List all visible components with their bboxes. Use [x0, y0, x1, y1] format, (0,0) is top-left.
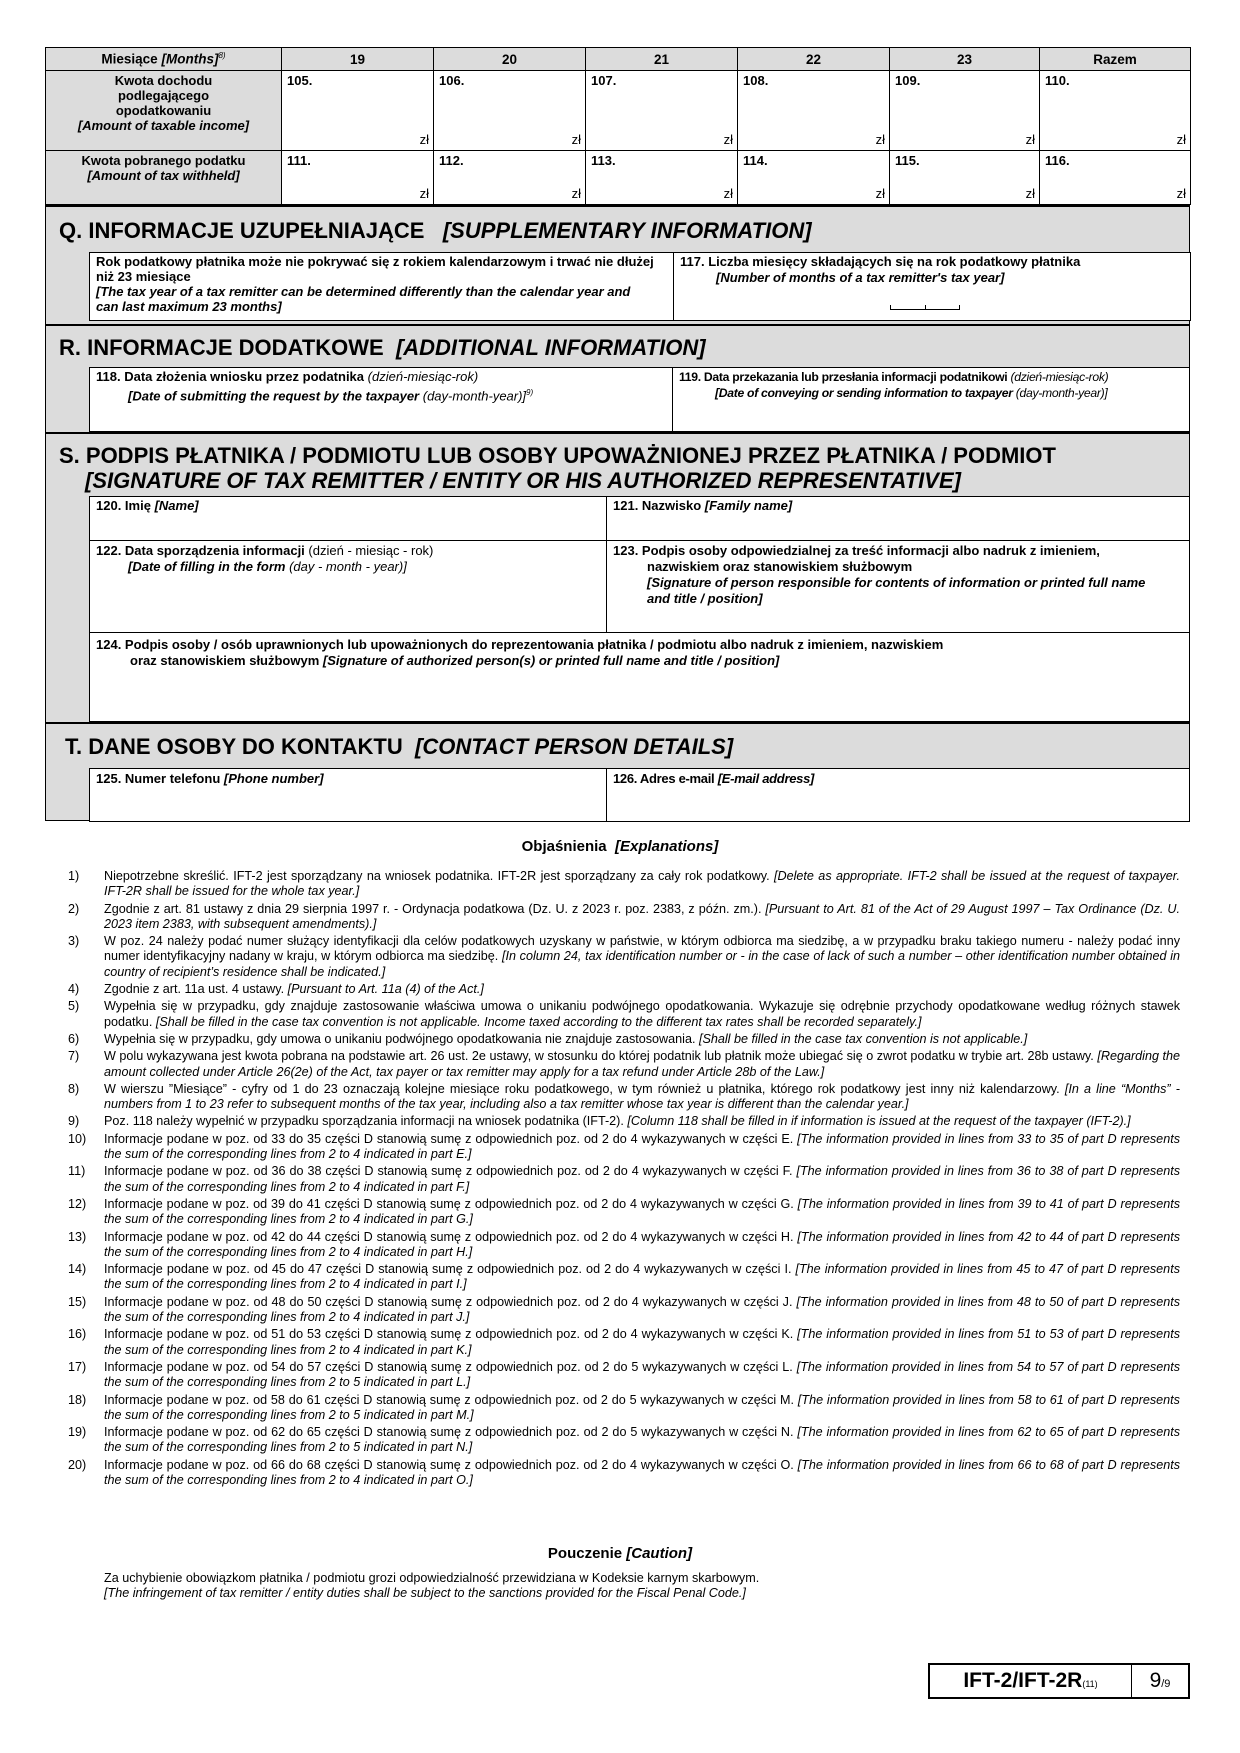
explanation-text	[104, 982, 1180, 997]
caution-title: Pouczenie [Caution]	[547, 1545, 693, 1562]
field-117-label-en: [Number of months of a tax remitter's tax year]	[716, 270, 1005, 285]
explanation-text-pl: Informacje podane w poz. od 58 do 61 części D stanowią sumę z odpowiednich poz. od 2 do 5 wykazywanych w części M.	[104, 1392, 795, 1407]
explanation-text-en: [The information provided in lines from 39 to 41 of part D represents the sum of the corresponding lines from 2 to 4 indicated in part G.]	[104, 1196, 1180, 1227]
explanation-number: 2)	[68, 901, 80, 916]
explanation-item	[68, 1458, 1180, 1489]
field-119-label: 119. Data przekazania lub przesłania informacji podatnikowi (dzień-miesiąc-rok)	[679, 370, 1109, 384]
explanation-number: 4)	[68, 982, 80, 997]
month-col-total: Razem	[1040, 48, 1191, 71]
explanation-number: 14)	[68, 1262, 87, 1277]
field-124[interactable]	[89, 632, 1190, 722]
explanation-text	[104, 1032, 1180, 1047]
explanation-text-en: [Regarding the amount collected under Article 26(2e) of the Act, tax payer or tax remitter may apply for a tax refund under Article 28b of the Law.]	[104, 1049, 1180, 1079]
explanation-text	[104, 1295, 1180, 1326]
explanation-text	[104, 1197, 1180, 1228]
explanation-text-en: [Pursuant to Art. 11a (4) of the Act.]	[287, 982, 484, 997]
explanation-text-pl: Informacje podane w poz. od 48 do 50 części D stanowią sumę z odpowiednich poz. od 2 do 4 wykazywanych w części J.	[104, 1294, 793, 1309]
field-120[interactable]	[89, 496, 607, 541]
explanation-item	[68, 1082, 1180, 1113]
explanation-text-pl: Informacje podane w poz. od 33 do 35 części D stanowią sumę z odpowiednich poz. od 2 do 4 wykazywanych w części E.	[104, 1131, 794, 1146]
field-123-label-2: nazwiskiem oraz stanowiskiem służbowym	[647, 559, 913, 574]
month-col-21: 21	[586, 48, 738, 71]
explanation-text-pl: Poz. 118 należy wypełnić w przypadku sporządzania informacji na wniosek podatnika (IFT-2).	[104, 1114, 624, 1129]
section-r	[45, 324, 1190, 432]
months-header-label: Miesiące [Months]$^{8)}$	[46, 48, 282, 71]
field-115[interactable]: 115. zł	[890, 151, 1040, 205]
explanation-number: 19)	[68, 1425, 87, 1440]
explanation-number: 8)	[68, 1081, 80, 1096]
month-col-23: 23	[890, 48, 1040, 71]
field-118-label: 118. Data złożenia wniosku przez podatnika (dzień-miesiąc-rok)	[96, 369, 479, 384]
explanation-text	[104, 1082, 1180, 1113]
explanation-text-en: [Shall be filled in the case tax convention is not applicable.]	[698, 1031, 1028, 1046]
explanation-item	[68, 902, 1180, 933]
explanation-text	[104, 1327, 1180, 1358]
field-119-label-en: [Date of conveying or sending information to taxpayer (day-month-year)]	[715, 386, 1108, 400]
explanation-text-pl: W wierszu ”Miesiące” - cyfry od 1 do 23 oznaczają kolejne miesiące roku podatkowego, w tym również u płatnika, którego rok podatkowy jest inny niż kalendarzowy.	[104, 1081, 1060, 1096]
explanation-text	[104, 1114, 1180, 1129]
caution-text: Za uchybienie obowiązkom płatnika / podmiotu grozi odpowiedzialność przewidziana w Kodeksie karnym skarbowym. [The infringement of tax remitter / entity duties shall be subject to the sanctions provided for the Fiscal Penal Code.]	[104, 1571, 760, 1601]
income-row-label: Kwota dochodu podlegającego opodatkowaniu [Amount of taxable income]	[46, 71, 282, 151]
field-109[interactable]: 109. zł	[890, 71, 1040, 151]
explanation-number: 1)	[68, 869, 80, 883]
explanation-number: 16)	[68, 1327, 87, 1342]
explanation-number: 6)	[68, 1031, 80, 1046]
explanation-item	[68, 999, 1180, 1030]
section-s-title: S. PODPIS PŁATNIKA / PODMIOTU LUB OSOBY UPOWAŻNIONEJ PRZEZ PŁATNIKA / PODMIOT [SIGNATURE OF TAX REMITTER / ENTITY OR HIS AUTHORIZED REPRESENTATIVE]	[59, 443, 1056, 493]
explanation-text-en: [The information provided in lines from 33 to 35 of part D represents the sum of the corresponding lines from 2 to 4 indicated in part E.]	[104, 1131, 1180, 1162]
field-114[interactable]: 114. zł	[738, 151, 890, 205]
explanation-text	[104, 999, 1180, 1030]
explanation-number: 11)	[68, 1164, 86, 1179]
explanation-text-en: [The information provided in lines from 62 to 65 of part D represents the sum of the corresponding lines from 2 to 5 indicated in part N.]	[104, 1425, 1181, 1455]
explanation-item	[68, 1262, 1180, 1293]
explanation-text	[104, 1425, 1180, 1456]
field-121[interactable]	[606, 496, 1190, 541]
field-105[interactable]: 105. zł	[282, 71, 434, 151]
income-row	[46, 71, 1191, 151]
field-123-label-en: [Signature of person responsible for contents of information or printed full name and title / position]	[647, 575, 1146, 606]
explanation-number: 13)	[68, 1229, 87, 1244]
field-118[interactable]	[89, 367, 673, 432]
explanation-text-en: [The information provided in lines from 58 to 61 of part D represents the sum of the corresponding lines from 2 to 5 indicated in part M.]	[104, 1392, 1180, 1422]
field-108[interactable]: 108. zł	[738, 71, 890, 151]
field-122-label-en: [Date of filling in the form (day - month - year)]	[128, 559, 407, 574]
explanation-text-pl: W polu wykazywana jest kwota pobrana na podstawie art. 26 ust. 2e ustawy, w stosunku do której podatnik lub płatnik może ubiegać się o zwrot podatku w trybie art. 28b ustawy.	[104, 1049, 1094, 1064]
explanation-item	[68, 1114, 1180, 1129]
explanation-text-pl: W poz. 24 należy podać numer służący identyfikacji dla celów podatkowych uzyskany w państwie, w którym odbiorca ma siedzibę, a w przypadku braku takiego numeru - należy podać inny numer identyfikacyjny nadany w kraju, w którym odbiorca ma siedzibę.	[104, 934, 1180, 964]
explanation-text	[104, 1230, 1180, 1261]
two-digit-box[interactable]	[890, 305, 960, 310]
explanation-number: 9)	[68, 1114, 80, 1129]
explanation-item	[68, 1197, 1180, 1228]
explanation-text-pl: Zgodnie z art. 11a ust. 4 ustawy.	[104, 982, 285, 997]
explanation-number: 10)	[68, 1131, 87, 1146]
explanation-number: 7)	[68, 1049, 80, 1064]
field-111[interactable]: 111. zł	[282, 151, 434, 205]
explanation-text-en: [The information provided in lines from 51 to 53 of part D represents the sum of the corresponding lines from 2 to 4 indicated in part K.]	[104, 1327, 1180, 1357]
explanation-text-en: [Shall be filled in the case tax convention is not applicable. Income taxed according to the different tax rates shall be recorded separately.]	[155, 1014, 922, 1029]
explanation-text-en: [In column 24, tax identification number or - in the case of lack of such a number – other identification number obtained in country of recipient’s residence shall be indicated.]	[104, 949, 1181, 979]
explanation-text	[104, 869, 1180, 900]
explanation-number: 5)	[68, 999, 80, 1014]
explanation-text	[104, 902, 1180, 933]
tax-year-note: Rok podatkowy płatnika może nie pokrywać się z rokiem kalendarzowym i trwać nie dłużej niż 23 miesiące [The tax year of a tax remitter can be determined differently than the calendar year and can last maximum 23 months]	[96, 254, 654, 314]
explanation-item	[68, 1360, 1180, 1391]
field-125[interactable]	[89, 768, 607, 822]
explanation-item	[68, 1425, 1180, 1456]
field-122-label: 122. Data sporządzenia informacji (dzień - miesiąc - rok)	[96, 543, 434, 558]
explanation-text	[104, 934, 1180, 980]
field-125-label: 125. Numer telefonu [Phone number]	[96, 771, 324, 786]
explanation-text-en: [The information provided in lines from 36 to 38 of part D represents the sum of the corresponding lines from 2 to 4 indicated in part F.]	[104, 1164, 1180, 1194]
field-106[interactable]: 106. zł	[434, 71, 586, 151]
explanation-item	[68, 1327, 1180, 1358]
field-110[interactable]: 110. zł	[1040, 71, 1191, 151]
explanation-text-en: [Pursuant to Art. 81 of the Act of 29 August 1997 – Tax Ordinance (Dz. U. 2023 item 2383, with subsequent amendments).]	[104, 901, 1180, 931]
explanation-text	[104, 1360, 1180, 1391]
section-q-fields	[89, 252, 1190, 321]
field-117-label: 117. Liczba miesięcy składających się na rok podatkowy płatnika	[680, 254, 1081, 269]
section-t-title: T. DANE OSOBY DO KONTAKTU [CONTACT PERSON DETAILS]	[65, 734, 734, 759]
section-r-title: R. INFORMACJE DODATKOWE [ADDITIONAL INFORMATION]	[59, 335, 706, 360]
explanation-number: 17)	[68, 1359, 87, 1374]
field-126[interactable]	[606, 768, 1190, 822]
explanation-text-pl: Informacje podane w poz. od 36 do 38 części D stanowią sumę z odpowiednich poz. od 2 do 4 wykazywanych w części F.	[104, 1164, 793, 1179]
explanation-text-en: [The information provided in lines from 54 to 57 of part D represents the sum of the corresponding lines from 2 to 5 indicated in part L.]	[104, 1359, 1181, 1390]
explanation-item	[68, 1049, 1180, 1080]
explanation-item	[68, 1393, 1180, 1424]
explanation-item	[68, 982, 1180, 997]
explanation-text-pl: Informacje podane w poz. od 42 do 44 części D stanowią sumę z odpowiednich poz. od 2 do 4 wykazywanych w części H.	[104, 1229, 794, 1244]
explanation-text	[104, 1164, 1180, 1195]
field-123[interactable]	[606, 540, 1190, 633]
field-124-label: 124. Podpis osoby / osób uprawnionych lub upoważnionych do reprezentowania płatnika / podmiotu albo nadruk z imieniem, nazwiskiem	[96, 637, 944, 652]
months-table	[45, 47, 1191, 205]
explanation-item	[68, 1164, 1180, 1195]
field-121-label: 121. Nazwisko [Family name]	[613, 498, 793, 513]
explanation-text-pl: Informacje podane w poz. od 45 do 47 części D stanowią sumę z odpowiednich poz. od 2 do 4 wykazywanych w części I.	[104, 1262, 792, 1277]
field-120-label: 120. Imię [Name]	[96, 498, 199, 513]
section-t	[45, 722, 1190, 821]
field-112[interactable]: 112. zł	[434, 151, 586, 205]
month-col-22: 22	[738, 48, 890, 71]
explanation-text-en: [The information provided in lines from 66 to 68 of part D represents the sum of the corresponding lines from 2 to 4 indicated in part O.]	[104, 1457, 1180, 1487]
page-number: 9/9	[1149, 1669, 1171, 1692]
explanation-number: 3)	[68, 934, 80, 949]
explanation-text-pl: Informacje podane w poz. od 54 do 57 części D stanowią sumę z odpowiednich poz. od 2 do 5 wykazywanych w części L.	[104, 1359, 793, 1374]
explanation-text	[104, 1049, 1180, 1080]
explanation-text-pl: Informacje podane w poz. od 39 do 41 części D stanowią sumę z odpowiednich poz. od 2 do 4 wykazywanych w części G.	[104, 1196, 794, 1211]
explanation-text-en: [Delete as appropriate. IFT-2 shall be issued at the request of taxpayer. IFT-2R shall be issued for the whole tax year.]	[104, 869, 1181, 899]
field-123-label: 123. Podpis osoby odpowiedzialnej za treść informacji albo nadruk z imieniem,	[613, 543, 1100, 558]
tax-row-label: Kwota pobranego podatku [Amount of tax withheld]	[46, 151, 282, 205]
explanation-text-en: [Column 118 shall be filled in if information is issued at the request of the taxpayer (IFT-2).]	[627, 1114, 1131, 1129]
section-s	[45, 432, 1190, 722]
field-124-label-2: oraz stanowiskiem służbowym [Signature of authorized person(s) or printed full name and title / position]	[130, 653, 780, 668]
explanation-text-pl: Niepotrzebne skreślić. IFT-2 jest sporządzany na wniosek podatnika. IFT-2R jest sporządzany za cały rok podatkowy.	[104, 869, 770, 883]
explanation-text-pl: Informacje podane w poz. od 51 do 53 części D stanowią sumę z odpowiednich poz. od 2 do 4 wykazywanych w części K.	[104, 1327, 794, 1342]
explanation-item	[68, 1230, 1180, 1261]
explanation-number: 12)	[68, 1196, 87, 1211]
explanation-text-en: [The information provided in lines from 45 to 47 of part D represents the sum of the corresponding lines from 2 to 4 indicated in part I.]	[104, 1262, 1180, 1292]
explanation-item	[68, 869, 1180, 900]
explanations-title: Objaśnienia [Explanations]	[521, 838, 719, 855]
field-117[interactable]	[673, 252, 1191, 321]
explanation-text	[104, 1458, 1180, 1489]
field-116[interactable]: 116. zł	[1040, 151, 1191, 205]
explanation-number: 15)	[68, 1294, 87, 1309]
section-q	[45, 205, 1190, 324]
explanation-text	[104, 1393, 1180, 1424]
form-id-box	[928, 1663, 1190, 1699]
explanation-number: 20)	[68, 1457, 87, 1472]
tax-row	[46, 151, 1191, 205]
form-code: IFT-2/IFT-2R(11)	[930, 1665, 1132, 1697]
explanation-text-pl: Wypełnia się w przypadku, gdy umowa o unikaniu podwójnego opodatkowania nie znajduje zastosowania.	[104, 1031, 696, 1046]
month-col-19: 19	[282, 48, 434, 71]
months-header-row	[46, 48, 1191, 71]
field-118-label-en: [Date of submitting the request by the taxpayer (day-month-year)]$^{9)}$	[128, 388, 534, 404]
explanation-text-pl: Informacje podane w poz. od 62 do 65 części D stanowią sumę z odpowiednich poz. od 2 do 5 wykazywanych w części N.	[104, 1425, 794, 1440]
explanation-item	[68, 1132, 1180, 1163]
explanation-item	[68, 1032, 1180, 1047]
field-107[interactable]: 107. zł	[586, 71, 738, 151]
explanation-text	[104, 1262, 1180, 1293]
month-col-20: 20	[434, 48, 586, 71]
explanation-item	[68, 1295, 1180, 1326]
field-119[interactable]	[672, 367, 1190, 432]
explanation-text-en: [The information provided in lines from 42 to 44 of part D represents the sum of the corresponding lines from 2 to 4 indicated in part H.]	[104, 1229, 1181, 1259]
explanation-text-pl: Informacje podane w poz. od 66 do 68 części D stanowią sumę z odpowiednich poz. od 2 do 4 wykazywanych w części O.	[104, 1457, 794, 1472]
explanation-text-pl: Zgodnie z art. 81 ustawy z dnia 29 sierpnia 1997 r. - Ordynacja podatkowa (Dz. U. z 2023 r. poz. 2383, z późn. zm.).	[104, 901, 762, 916]
explanations-list	[68, 869, 1180, 1490]
explanation-text	[104, 1132, 1180, 1163]
section-q-title: Q. INFORMACJE UZUPEŁNIAJĄCE [SUPPLEMENTARY INFORMATION]	[59, 218, 812, 243]
explanation-text-pl: Wypełnia się w przypadku, gdy znajduje zastosowanie właściwa umowa o unikaniu podwójnego opodatkowania. Wykazuje się odrębnie przychody opodatkowane według różnych stawek podatku.	[104, 999, 1180, 1029]
explanation-item	[68, 934, 1180, 980]
field-122[interactable]	[89, 540, 607, 633]
field-126-label: 126. Adres e-mail [E-mail address]	[613, 771, 815, 786]
explanation-number: 18)	[68, 1392, 87, 1407]
explanation-text-en: [The information provided in lines from 48 to 50 of part D represents the sum of the corresponding lines from 2 to 4 indicated in part J.]	[104, 1294, 1180, 1325]
field-113[interactable]: 113. zł	[586, 151, 738, 205]
explanation-text-en: [In a line “Months” - numbers from 1 to 23 refer to subsequent months of the tax year, including also a tax remitter whose tax year is different than the calendar year.]	[104, 1081, 1180, 1112]
